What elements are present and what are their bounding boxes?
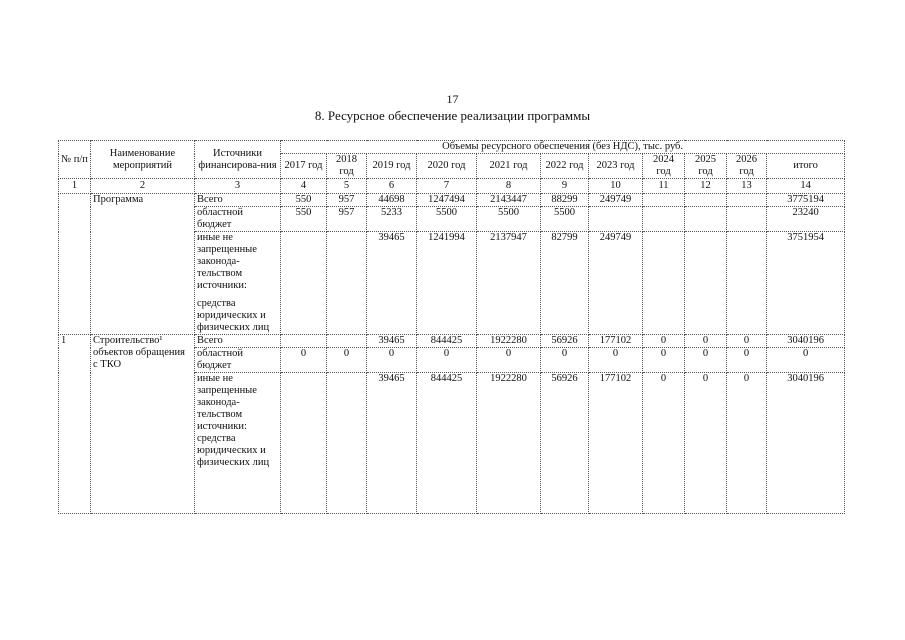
value-cell [327,232,367,335]
funding-source: областной бюджет [195,207,281,232]
value-cell [685,194,727,207]
header-year: 2017 год [281,154,327,179]
value-cell [327,335,367,348]
value-cell: 0 [643,348,685,373]
section-title: 8. Ресурсное обеспечение реализации программы [314,108,591,123]
header-name: Наименование мероприятий [91,141,195,179]
funding-source-cell [195,232,281,335]
value-cell: 177102 [589,373,643,514]
value-cell: 1922280 [477,373,541,514]
header-year: 2026 год [727,154,767,179]
value-cell [643,207,685,232]
header-year: 2021 год [477,154,541,179]
value-cell: 39465 [367,335,417,348]
value-cell [643,232,685,335]
column-number: 13 [727,179,767,194]
value-cell: 177102 [589,335,643,348]
total-cell: 3040196 [767,373,845,514]
header-year: 2022 год [541,154,589,179]
total-cell: 3751954 [767,232,845,335]
total-cell: 3040196 [767,335,845,348]
header-year: 2018 год [327,154,367,179]
value-cell: 550 [281,207,327,232]
column-number-row [59,179,845,194]
header-year: 2023 год [589,154,643,179]
row-number [59,194,91,335]
column-number: 12 [685,179,727,194]
value-cell: 844425 [417,335,477,348]
value-cell: 0 [685,335,727,348]
value-cell: 2143447 [477,194,541,207]
column-number: 4 [281,179,327,194]
row-number: 1 [59,335,91,514]
column-number: 3 [195,179,281,194]
header-volumes: Объемы ресурсного обеспечения (без НДС), тыс. руб. [281,141,845,154]
header-year: 2019 год [367,154,417,179]
activity-name: Строительство¹ объектов обращения с ТКО [91,335,195,514]
value-cell: 39465 [367,232,417,335]
value-cell: 0 [643,373,685,514]
header-year: 2024 год [643,154,685,179]
value-cell [643,194,685,207]
funding-source: иные не запрещенные законода-тельством источники: средства юридических и физических лиц [195,373,281,514]
value-cell [589,207,643,232]
resource-table [58,140,845,514]
value-cell: 957 [327,194,367,207]
value-cell: 0 [727,335,767,348]
table-row [59,335,845,348]
value-cell [727,207,767,232]
funding-source: Всего [195,335,281,348]
value-cell: 5500 [541,207,589,232]
value-cell [685,232,727,335]
value-cell: 2137947 [477,232,541,335]
funding-source: областной бюджет [195,348,281,373]
header-no: № п/п [59,141,91,179]
column-number: 1 [59,179,91,194]
value-cell: 56926 [541,335,589,348]
page-number: 17 [446,92,459,106]
column-number: 2 [91,179,195,194]
value-cell: 844425 [417,373,477,514]
value-cell: 39465 [367,373,417,514]
value-cell: 1247494 [417,194,477,207]
header-year: 2025 год [685,154,727,179]
value-cell: 0 [685,373,727,514]
value-cell: 1922280 [477,335,541,348]
column-number: 14 [767,179,845,194]
funding-source: иные не запрещенные законода-тельством источники: [197,232,257,291]
value-cell: 56926 [541,373,589,514]
header-row-1 [59,141,845,154]
value-cell [281,373,327,514]
value-cell: 0 [541,348,589,373]
activity-name: Программа [91,194,195,335]
column-number: 11 [643,179,685,194]
header-source: Источники финансирова-ния [195,141,281,179]
column-number: 6 [367,179,417,194]
funding-source: Всего [195,194,281,207]
value-cell [727,232,767,335]
value-cell: 550 [281,194,327,207]
value-cell: 5233 [367,207,417,232]
value-cell: 44698 [367,194,417,207]
value-cell [685,207,727,232]
value-cell [281,335,327,348]
total-cell: 23240 [767,207,845,232]
column-number: 9 [541,179,589,194]
value-cell: 0 [327,348,367,373]
value-cell: 0 [685,348,727,373]
header-total: итого [767,154,845,179]
total-cell: 3775194 [767,194,845,207]
value-cell: 88299 [541,194,589,207]
value-cell: 249749 [589,194,643,207]
value-cell: 0 [727,373,767,514]
value-cell: 0 [367,348,417,373]
value-cell: 82799 [541,232,589,335]
column-number: 8 [477,179,541,194]
value-cell [281,232,327,335]
column-number: 7 [417,179,477,194]
value-cell: 5500 [477,207,541,232]
value-cell: 5500 [417,207,477,232]
value-cell [327,373,367,514]
value-cell: 0 [643,335,685,348]
value-cell: 249749 [589,232,643,335]
value-cell: 1241994 [417,232,477,335]
total-cell: 0 [767,348,845,373]
column-number: 10 [589,179,643,194]
value-cell: 0 [727,348,767,373]
funding-source-extra: средства юридических и физических лиц [197,298,270,333]
value-cell: 0 [281,348,327,373]
header-year: 2020 год [417,154,477,179]
column-number: 5 [327,179,367,194]
value-cell: 957 [327,207,367,232]
value-cell: 0 [589,348,643,373]
value-cell: 0 [477,348,541,373]
value-cell [727,194,767,207]
table-row [59,194,845,207]
value-cell: 0 [417,348,477,373]
